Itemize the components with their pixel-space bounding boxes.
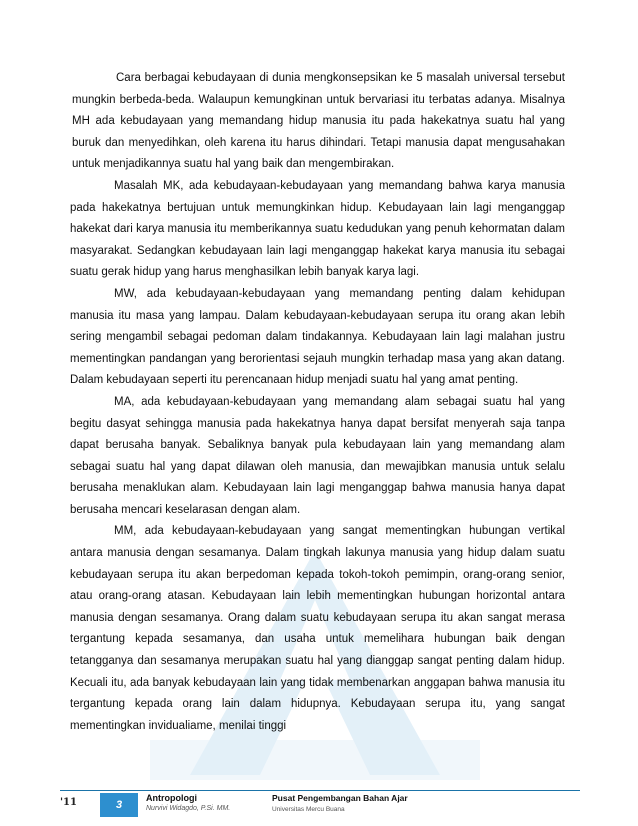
paragraph-mh: Cara berbagai kebudayaan di dunia mengkonsepsikan ke 5 masalah universal tersebut mungkin berbeda-beda. Walaupun kemungkinan untuk bervariasi itu terbatas adanya. Misalnya MH ada kebudayaan yang memandang hidup manusia itu pada hakekatnya suatu hal yang buruk dan menyedihkan, oleh karena itu harus dihindari. Tetapi manusia dapat mengusahakan untuk menjadikannya suatu hal yang baik dan mengembirakan. bbox=[72, 72, 565, 171]
footer-course bbox=[146, 793, 230, 812]
author-name: Nurvivi Widagdo, P.Si. MM. bbox=[146, 805, 231, 812]
paragraph-mm: MM, ada kebudayaan-kebudayaan yang sangat mementingkan hubungan vertikal antara manusia dengan sesamanya. Dalam tingkah lakunya manusia yang hidup dalam suatu kebudayaan serupa itu akan berpedoman kepada tokoh-tokoh pemimpin, orang-orang senior, atau orang-orang atasan. Kebudayaan lain lebih mementingkan hubungan horizontal antara manusia dengan sesamanya. Orang dalam suatu kebudayaan serupa itu akan sangat merasa tergantung kepada sesamanya, dan usaha untuk memelihara hubungan baik dengan tetangganya dan sesamanya merupakan suatu hal yang dianggap sangat penting dalam hidup. Kecuali itu, ada banyak kebudayaan lain yang tidak membenarkan anggapan bahwa manusia itu tergantung kepada orang lain dalam hidupnya. Kebudayaan serupa itu, yang sangat mementingkan invidualiame, menilai tinggi bbox=[70, 525, 565, 732]
page-number: 3 bbox=[100, 793, 138, 817]
page-footer bbox=[60, 790, 580, 819]
footer-code: '11 bbox=[60, 797, 77, 808]
university-name: Universitas Mercu Buana bbox=[272, 806, 345, 813]
course-title: Antropologi bbox=[146, 793, 197, 803]
paragraph-ma: MA, ada kebudayaan-kebudayaan yang memandang alam sebagai suatu hal yang begitu dasyat sehingga manusia pada hakekatnya hanya dapat bersifat menyerah saja tanpa dapat berusaha banyak. Sebaliknya banyak pula kebudayaan lain yang memandang alam sebagai suatu hal yang dapat dilawan oleh manusia, dan mewajibkan manusia untuk selalu berusaha menaklukan alam. Kebudayaan lain lagi menganggap bahwa manusia hanya dapat berusaha mencari keselarasan dengan alam. bbox=[70, 395, 565, 516]
footer-institution bbox=[272, 793, 408, 813]
paragraph-mw: MW, ada kebudayaan-kebudayaan yang memandang penting dalam kehidupan manusia itu masa yang lampau. Dalam kebudayaan-kebudayaan serupa itu orang akan lebih sering mengambil sebagai pedoman dalam tindakannya. Kebudayaan lain lagi malahan justru mementingkan pandangan yang berorientasi sejauh mungkin terhadap masa yang akan datang. Dalam kebudayaan seperti itu perencanaan hidup menjadi suatu hal yang amat penting. bbox=[70, 287, 565, 387]
paragraph-mk: Masalah MK, ada kebudayaan-kebudayaan yang memandang bahwa karya manusia pada hakekatnya bertujuan untuk memungkinkan hidup. Kebudayaan lain lagi menganggap hakekat dari karya manusia itu memberikannya suatu kedudukan yang penuh kehormatan dalam masyarakat. Sedangkan kebudayaan lain lagi menganggap hakekat karya manusia itu sebagai suatu gerak hidup yang harus menghasilkan lebih banyak karya lagi. bbox=[70, 179, 565, 279]
institution-title: Pusat Pengembangan Bahan Ajar bbox=[272, 793, 408, 803]
document-body bbox=[70, 68, 565, 737]
